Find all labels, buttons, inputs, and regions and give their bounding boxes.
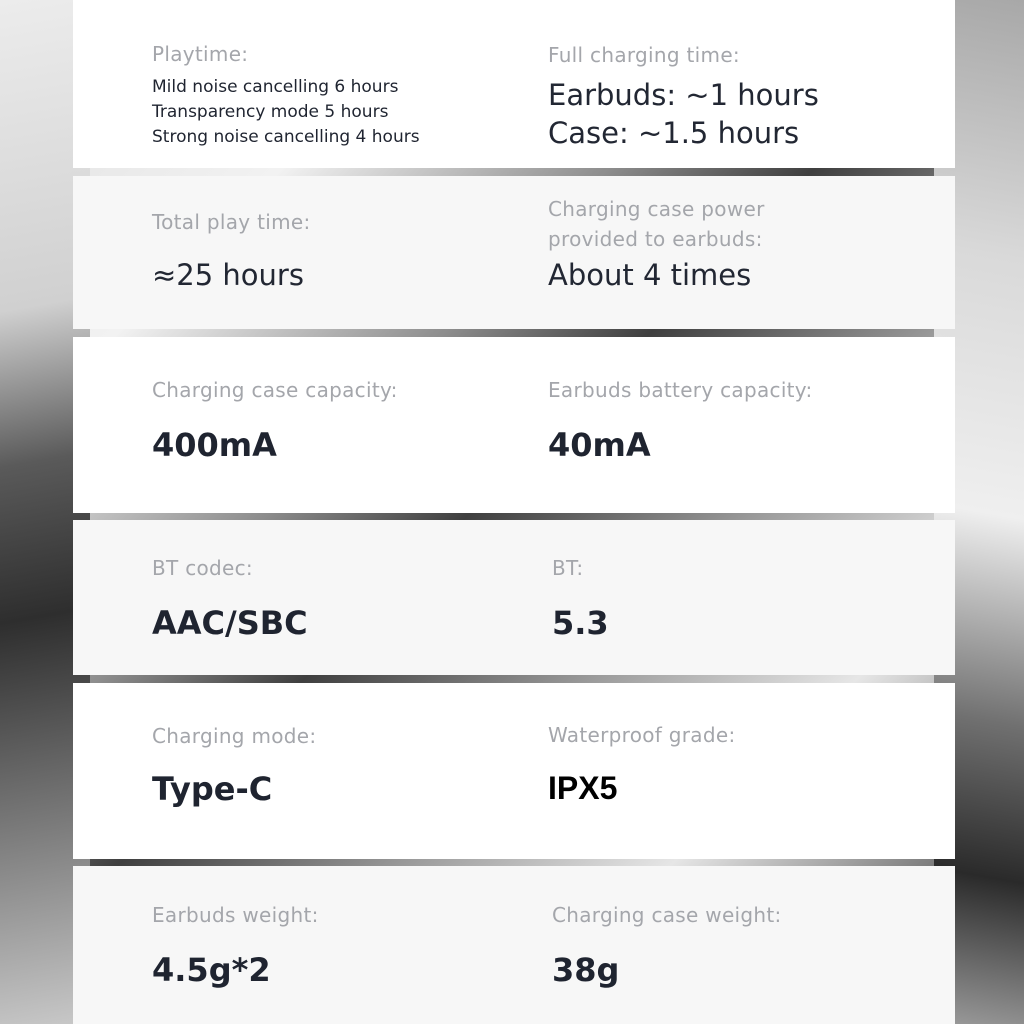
spec-waterproof-grade [548, 720, 735, 808]
spec-bt-version [552, 553, 609, 643]
spec-value: 400mA [152, 426, 277, 464]
spec-value: About 4 times [548, 258, 752, 292]
spec-line: Strong noise cancelling 4 hours [152, 127, 420, 147]
spec-value: 4.5g*2 [152, 951, 271, 989]
spec-panel-charging [73, 683, 955, 859]
spec-label: Charging case power [548, 197, 765, 221]
spec-earbuds-capacity [548, 375, 813, 465]
spec-value: ≈25 hours [152, 258, 304, 292]
spec-value: IPX5 [548, 770, 618, 806]
spec-line: Case: ~1.5 hours [548, 116, 800, 150]
spec-panel-weight [73, 866, 955, 1024]
spec-line: Transparency mode 5 hours [152, 102, 389, 122]
spec-charging-mode [152, 721, 316, 809]
spec-label: Earbuds weight: [152, 903, 319, 927]
spec-bt-codec [152, 553, 308, 643]
spec-label: Playtime: [152, 42, 249, 66]
spec-full-charging-time [548, 40, 819, 152]
spec-label: BT codec: [152, 556, 253, 580]
spec-label: provided to earbuds: [548, 227, 763, 251]
spec-label: Charging case weight: [552, 903, 782, 927]
spec-line: Mild noise cancelling 6 hours [152, 77, 399, 97]
spec-value: 38g [552, 951, 620, 989]
spec-line: Earbuds: ~1 hours [548, 78, 819, 112]
spec-value: 5.3 [552, 604, 609, 642]
spec-label: Total play time: [152, 210, 311, 234]
spec-label: Charging mode: [152, 724, 317, 748]
spec-value: Type-C [152, 770, 273, 808]
spec-label: Waterproof grade: [548, 723, 736, 747]
spec-label: Earbuds battery capacity: [548, 378, 813, 402]
spec-label: Charging case capacity: [152, 378, 398, 402]
spec-label: Full charging time: [548, 43, 740, 67]
spec-earbuds-weight [152, 900, 319, 990]
spec-panel-bt [73, 520, 955, 675]
spec-case-capacity [152, 375, 398, 465]
spec-case-power [548, 194, 765, 294]
spec-case-weight [552, 900, 782, 990]
spec-panel-capacity [73, 337, 955, 513]
spec-playtime [152, 39, 420, 150]
spec-label: BT: [552, 556, 584, 580]
spec-value: AAC/SBC [152, 604, 308, 642]
spec-value: 40mA [548, 426, 651, 464]
spec-panel-total-play [73, 176, 955, 329]
spec-total-play-time [152, 207, 311, 294]
spec-panel-playtime [73, 0, 955, 168]
